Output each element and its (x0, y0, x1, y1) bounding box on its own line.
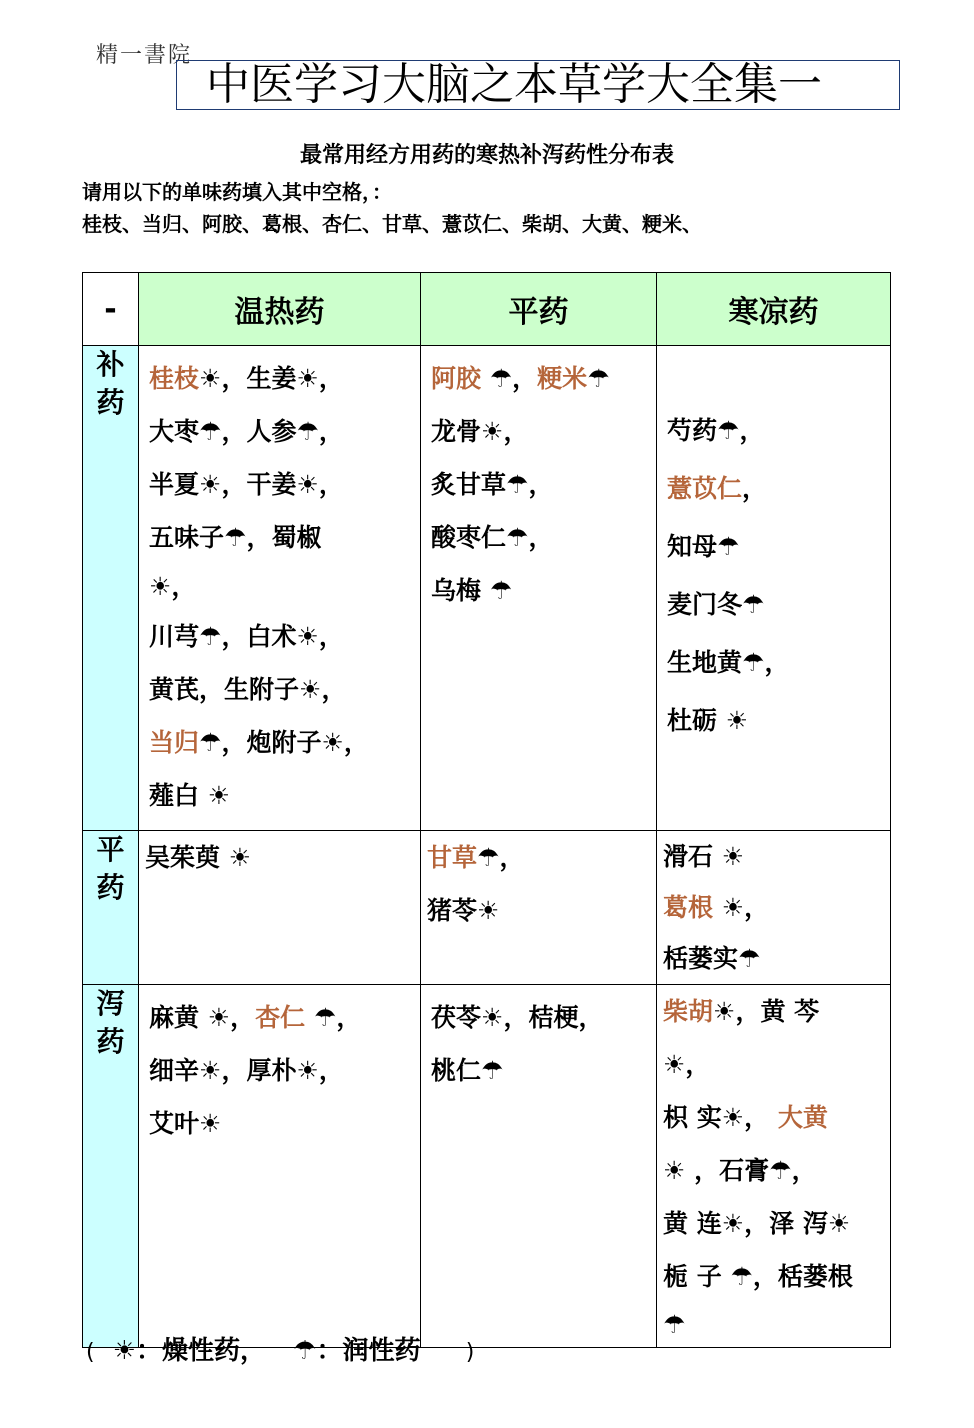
row-header-tonify: 补药 (83, 346, 139, 831)
legend-open-paren: ( (86, 1340, 95, 1365)
table-row-neutral (83, 831, 891, 985)
table-subtitle: 最常用经方用药的寒热补泻药性分布表 (299, 143, 674, 168)
corner-cell: - (83, 273, 139, 346)
col-header-cold: 寒凉药 (657, 273, 891, 346)
row-header-neutral: 平药 (83, 831, 139, 985)
table-row-purge (83, 985, 891, 1348)
cell-neutral-neutral: 甘草☂， 猪苓☀ (421, 831, 657, 985)
cell-tonify-cold: 芍药☂， 薏苡仁， 知母☂ 麦门冬☂ 生地黄☂， 杜砺 ☀ (657, 346, 891, 831)
umbrella-icon: ☂ (293, 1336, 317, 1366)
legend-dry-label: ：燥性药， (136, 1336, 267, 1366)
legend-moist-label: ：润性药 (316, 1336, 421, 1366)
table-row-tonify (83, 346, 891, 831)
herb-distribution-table (82, 272, 891, 1348)
col-header-warm: 温热药 (139, 273, 421, 346)
cell-purge-warm: 麻黄 ☀，杏仁 ☂， 细辛☀，厚朴☀， 艾叶☀ (139, 985, 421, 1348)
header-row (83, 273, 891, 346)
cell-neutral-cold: 滑石 ☀ 葛根 ☀， 栝蒌实☂ (657, 831, 891, 985)
col-header-neutral: 平药 (421, 273, 657, 346)
brand-logo: 精一書院 (96, 43, 193, 68)
cell-neutral-warm: 吴茱萸 ☀ (139, 831, 421, 985)
legend-close-paren: ) (465, 1340, 475, 1365)
cell-purge-neutral: 茯苓☀，桔梗， 桃仁☂ (421, 985, 657, 1348)
cell-purge-cold: 柴胡☀，黄 芩 ☀， 枳 实☀， 大黄 ☀ ，石膏☂， 黄 连☀，泽 泻☀ 栀 子 ☂，栝蒌根 ☂ (657, 985, 891, 1348)
page-title: 中医学习大脑之本草学大全集一 (206, 59, 822, 110)
cell-tonify-neutral: 阿胶 ☂，粳米☂ 龙骨☀， 炙甘草☂， 酸枣仁☂， 乌梅 ☂ (421, 346, 657, 831)
instruction-line-2: 桂枝、当归、阿胶、葛根、杏仁、甘草、薏苡仁、柴胡、大黄、粳米、 (82, 212, 702, 236)
instruction-line-1: 请用以下的单味药填入其中空格，： (82, 180, 392, 204)
sun-icon: ☀ (112, 1336, 137, 1366)
row-header-purge: 泻药 (83, 985, 139, 1348)
legend (86, 1330, 474, 1367)
cell-tonify-warm: 桂枝☀，生姜☀， 大枣☂，人参☂， 半夏☀，干姜☀， 五味子☂，蜀椒 ☀， 川芎☂，白术☀， 黄芪，生附子☀， 当归☂，炮附子☀， 薤白 ☀ (139, 346, 421, 831)
